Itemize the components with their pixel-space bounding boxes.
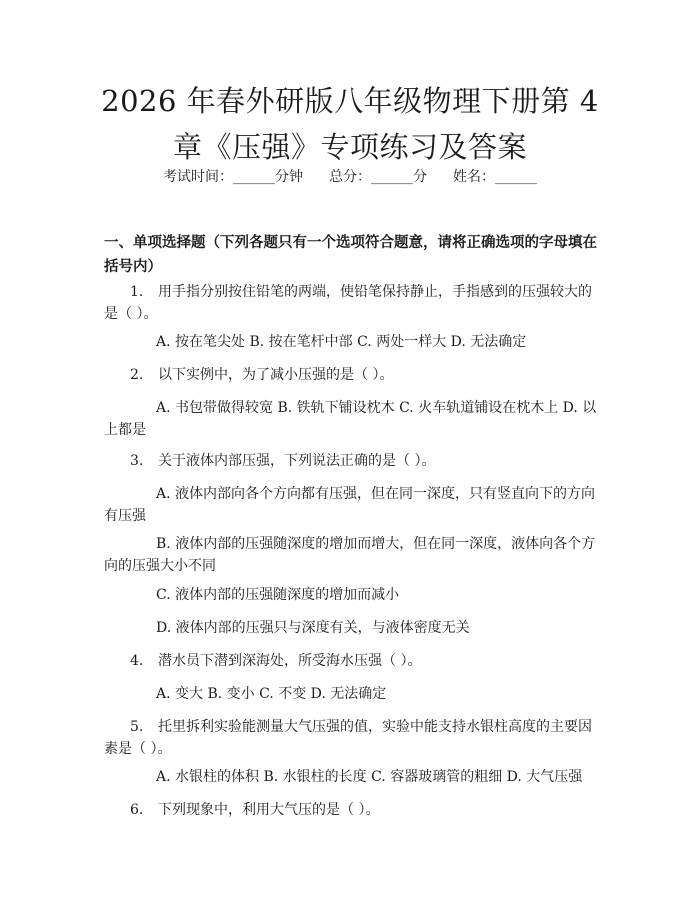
question-text: 用手指分别按住铅笔的两端，使铅笔保持静止，手指感到的压强较大的是（ ）。: [104, 284, 592, 322]
question-2: [104, 364, 598, 386]
question-1-options: A. 按在笔尖处 B. 按在笔杆中部 C. 两处一样大 D. 无法确定: [156, 334, 527, 350]
question-5: [104, 716, 598, 760]
question-3-option-c: C. 液体内部的压强随深度的增加而减小: [156, 587, 400, 603]
question-number: 6.: [130, 802, 144, 818]
question-4: [104, 650, 598, 672]
question-3-option-a: A. 液体内部向各个方向都有压强，但在同一深度，只有竖直向下的方向有压强: [104, 486, 596, 524]
question-5-options: A. 水银柱的体积 B. 水银柱的长度 C. 容器玻璃管的粗细 D. 大气压强: [156, 769, 583, 785]
question-1: [104, 281, 598, 325]
question-number: 4.: [130, 653, 144, 669]
document-title: 2026 年春外研版八年级物理下册第 4 章《压强》专项练习及答案: [101, 84, 599, 164]
question-text: 托里拆利实验能测量大气压强的值，实验中能支持水银柱高度的主要因素是（ ）。: [104, 719, 592, 757]
question-text: 以下实例中，为了减小压强的是（ ）。: [158, 367, 394, 383]
question-3-option-b: B. 液体内部的压强随深度的增加而增大，但在同一深度，液体向各个方向的压强大小不同: [104, 536, 596, 574]
student-name-label: 姓名：______: [453, 169, 537, 185]
question-3: [104, 450, 598, 472]
exam-time-label: 考试时间：______分钟: [163, 169, 303, 185]
question-4-options: A. 变大 B. 变小 C. 不变 D. 无法确定: [156, 686, 387, 702]
question-number: 2.: [130, 367, 144, 383]
exam-meta-line: [0, 166, 700, 188]
question-text: 关于液体内部压强，下列说法正确的是（ ）。: [158, 453, 436, 469]
section-heading: 一、单项选择题（下列各题只有一个选项符合题意，请将正确选项的字母填在括号内）: [104, 235, 597, 275]
question-text: 潜水员下潜到深海处，所受海水压强（ ）。: [158, 653, 422, 669]
question-6: [104, 799, 598, 821]
question-text: 下列现象中，利用大气压的是（ ）。: [158, 802, 380, 818]
question-2-options: A. 书包带做得较宽 B. 铁轨下铺设枕木 C. 火车轨道铺设在枕木上 D. 以上都是: [104, 400, 597, 438]
question-3-option-d: D. 液体内部的压强只与深度有关，与液体密度无关: [156, 620, 470, 636]
question-number: 5.: [130, 719, 144, 735]
question-number: 3.: [130, 453, 144, 469]
question-number: 1.: [130, 284, 144, 300]
total-score-label: 总分：______分: [329, 169, 427, 185]
